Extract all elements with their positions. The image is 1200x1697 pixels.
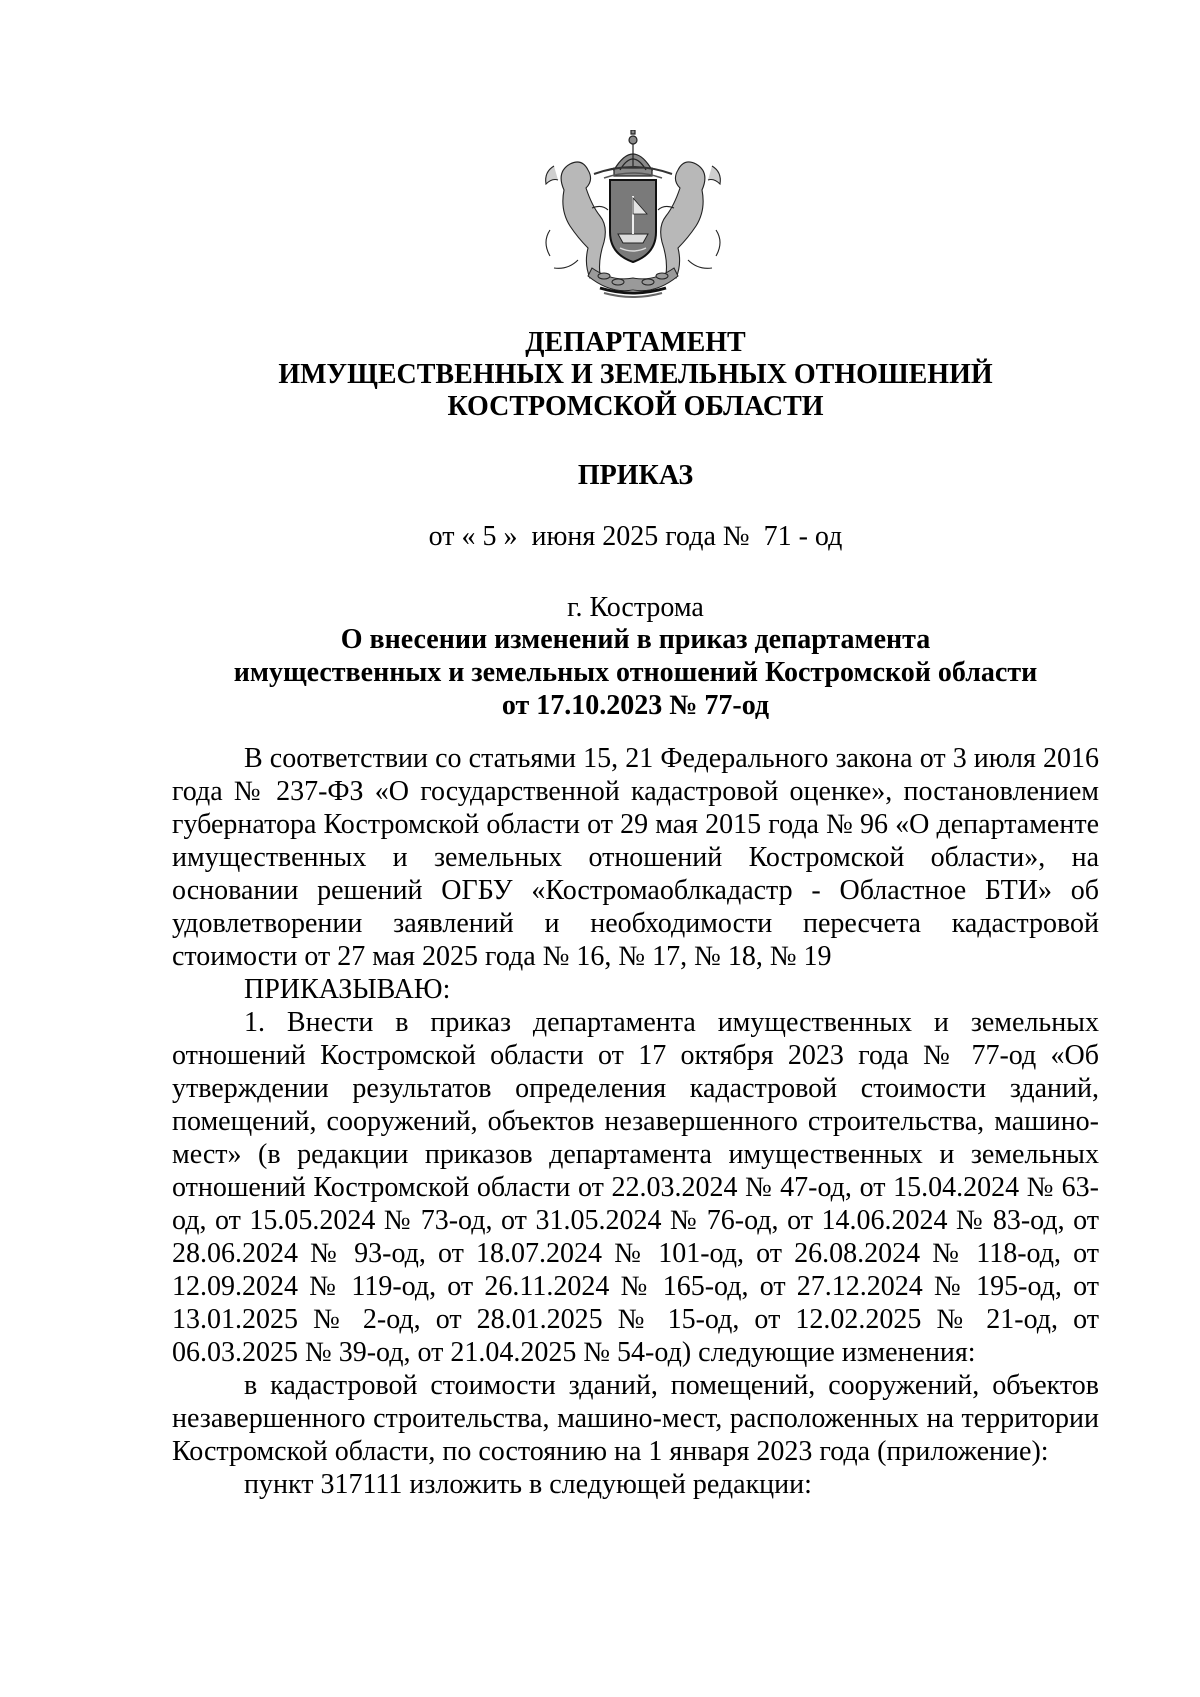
item-1-paragraph: 1. Внести в приказ департамента имущественных и земельных отношений Костромской области от 17 октября 2023 года № 77-од «Об утверждении результатов определения кадастровой стоимости зданий, помещений, сооружений, объектов незавершенного строительства, машино-мест» (в редакции приказов департамента имущественных и земельных отношений Костромской области от 22.03.2024 № 47-од, от 15.04.2024 № 63-од, от 15.05.2024 № 73-од, от 31.05.2024 № 76-од, от 14.06.2024 № 83-од, от 28.06.2024 № 93-од, от 18.07.2024 № 101-од, от 26.08.2024 № 118-од, от 12.09.2024 № 119-од, от 26.11.2024 № 165-од, от 27.12.2024 № 195-од, от 13.01.2025 № 2-од, от 28.01.2025 № 15-од, от 12.02.2025 № 21-од, от 06.03.2025 № 39-од, от 21.04.2025 № 54-од) следующие изменения: <box>172 1007 1099 1368</box>
subject-line-1: О внесении изменений в приказ департамента <box>340 624 931 655</box>
item-1-point-paragraph: пункт 317111 изложить в следующей редакции: <box>244 1469 812 1500</box>
item-1-scope-paragraph: в кадастровой стоимости зданий, помещений, сооружений, объектов незавершенного строительства, машино-мест, расположенных на территории Костромской области, по состоянию на 1 января 2023 года (приложение): <box>172 1370 1099 1467</box>
department-name <box>172 327 1099 423</box>
kostroma-coat-of-arms-icon <box>534 130 732 298</box>
city-line: г. Кострома <box>567 592 704 623</box>
preamble-paragraph: В соответствии со статьями 15, 21 Федерального закона от 3 июля 2016 года № 237-ФЗ «О государственной кадастровой оценке», постановлением губернатора Костромской области от 29 мая 2015 года № 96 «О департаменте имущественных и земельных отношений Костромской области», на основании решений ОГБУ «Костромаоблкадастр - Областное БТИ» об удовлетворении заявлений и необходимости пересчета кадастровой стоимости от 27 мая 2025 года № 16, № 17, № 18, № 19 <box>172 743 1099 972</box>
order-keyword: ПРИКАЗЫВАЮ: <box>244 974 451 1005</box>
order-body <box>172 742 1099 1501</box>
subject-line-3: от 17.10.2023 № 77-од <box>501 690 770 721</box>
subject-line-2: имущественных и земельных отношений Костромской области <box>233 657 1038 688</box>
document-type-title: ПРИКАЗ <box>577 460 694 491</box>
department-line-1: ДЕПАРТАМЕНТ <box>525 327 746 358</box>
order-subject <box>172 623 1099 722</box>
order-date-number: от « 5 » июня 2025 года № 71 - од <box>428 521 843 552</box>
department-line-3: КОСТРОМСКОЙ ОБЛАСТИ <box>447 391 824 422</box>
department-line-2: ИМУЩЕСТВЕННЫХ И ЗЕМЕЛЬНЫХ ОТНОШЕНИЙ <box>278 359 993 390</box>
